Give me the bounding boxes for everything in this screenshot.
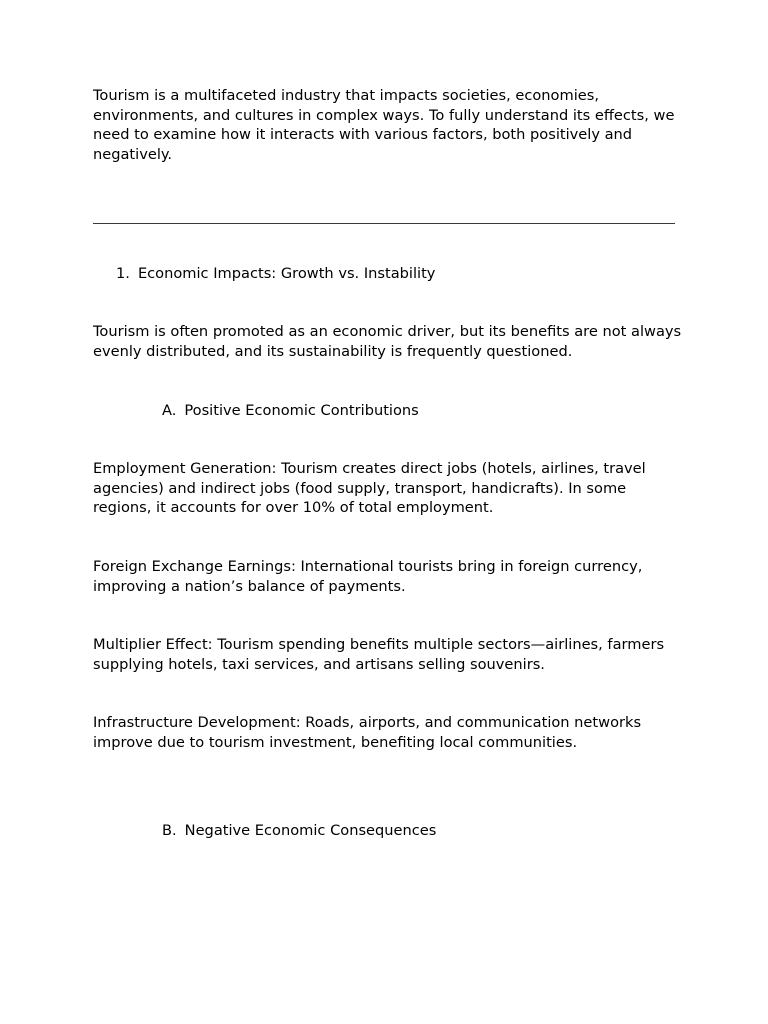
subsection-b-title: Negative Economic Consequences <box>184 822 437 839</box>
section-1-body: Tourism is often promoted as an economic driver, but its benefits are not always evenly distributed, and its sustainability is frequently questioned. <box>93 323 682 360</box>
list-item-infrastructure: Infrastructure Development: Roads, airports, and communication networks improve due to tourism investment, benefiting local communities. <box>93 714 642 751</box>
subsection-a-letter: A. <box>162 402 177 419</box>
list-item-employment: Employment Generation: Tourism creates direct jobs (hotels, airlines, travel agencies) and indirect jobs (food supply, transport, handicrafts). In some regions, it accounts for over 10% of total employment. <box>93 460 646 516</box>
section-1-number: 1. <box>116 265 130 282</box>
subsection-b-heading <box>162 821 436 841</box>
subsection-a-title: Positive Economic Contributions <box>184 402 419 419</box>
subsection-a-heading <box>162 401 419 421</box>
list-item-foreign-exchange: Foreign Exchange Earnings: International tourists bring in foreign currency, improving a nation’s balance of payments. <box>93 558 643 595</box>
list-item-multiplier: Multiplier Effect: Tourism spending benefits multiple sectors—airlines, farmers supplying hotels, taxi services, and artisans selling souvenirs. <box>93 636 665 673</box>
subsection-b-letter: B. <box>162 822 177 839</box>
intro-paragraph: Tourism is a multifaceted industry that impacts societies, economies, environments, and cultures in complex ways. To fully understand its effects, we need to examine how it interacts with various factors, both positively and negatively. <box>93 87 675 163</box>
section-1-title: Economic Impacts: Growth vs. Instability <box>137 265 436 282</box>
horizontal-divider <box>93 223 675 224</box>
section-1-heading <box>116 264 435 284</box>
